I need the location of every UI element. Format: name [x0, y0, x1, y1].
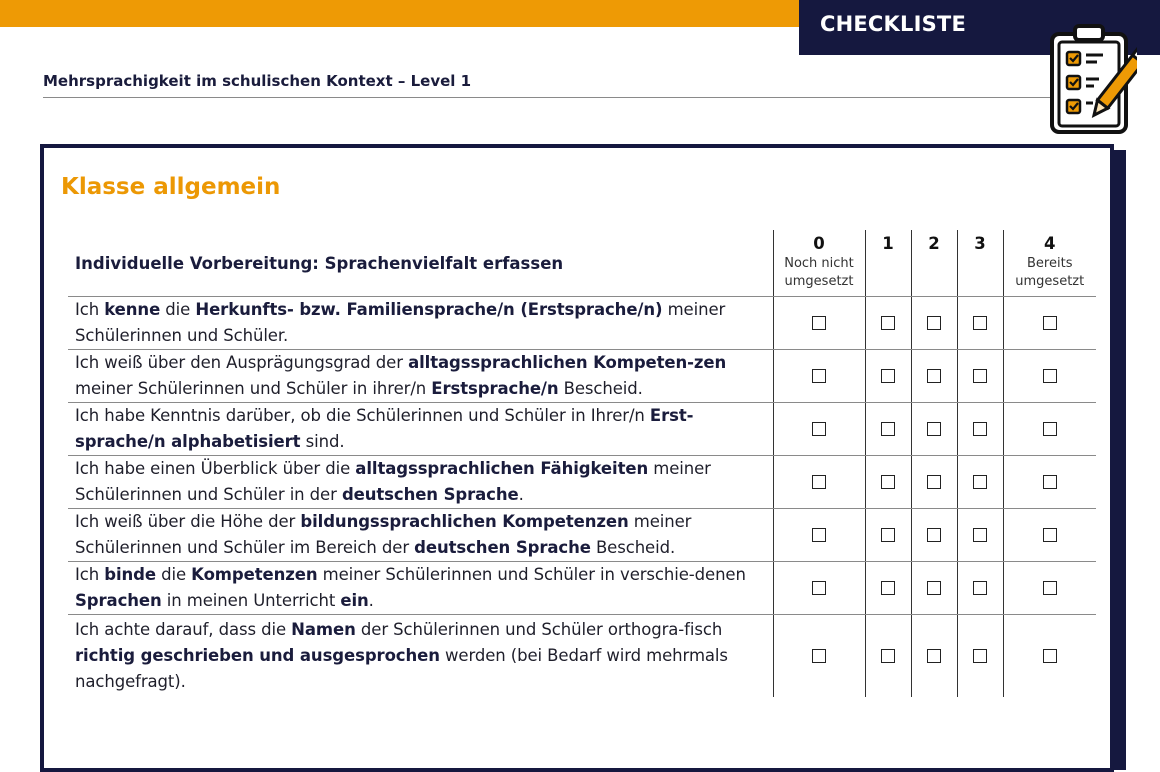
statement-text	[68, 562, 773, 615]
table-row	[68, 350, 1096, 403]
statement-segment: Ich	[75, 565, 105, 584]
statement-segment: meiner Schülerinnen und Schüler in der	[75, 459, 711, 504]
rating-cell-3	[957, 456, 1003, 509]
document-subtitle: Mehrsprachigkeit im schulischen Kontext – Level 1	[43, 72, 472, 90]
rating-checkbox-1[interactable]	[881, 316, 895, 330]
rating-cell-3	[957, 403, 1003, 456]
scale-header-2	[911, 230, 957, 297]
rating-cell-2	[911, 456, 957, 509]
rating-checkbox-0[interactable]	[812, 528, 826, 542]
rating-cell-0	[773, 403, 865, 456]
statement-segment: der Schülerinnen und Schüler orthogra-fisch	[355, 620, 723, 639]
statement-segment: Ich habe einen Überblick über die	[75, 459, 356, 478]
statement-emphasis: binde	[104, 565, 156, 584]
rating-checkbox-1[interactable]	[881, 528, 895, 542]
rating-cell-2	[911, 297, 957, 350]
checklist-table	[68, 230, 1096, 697]
rating-checkbox-2[interactable]	[927, 422, 941, 436]
rating-checkbox-3[interactable]	[973, 422, 987, 436]
rating-cell-0	[773, 350, 865, 403]
statement-text	[68, 615, 773, 698]
statement-segment: Ich weiß über die Höhe der	[75, 512, 301, 531]
checklist-card	[40, 144, 1114, 772]
clipboard-checklist-icon	[1047, 22, 1137, 138]
section-title: Klasse allgemein	[61, 174, 281, 200]
checklist-rows	[68, 297, 1096, 698]
statement-segment: meiner Schülerinnen und Schüler in ihrer/n	[75, 379, 432, 398]
statement-segment: Bescheid.	[558, 379, 643, 398]
rating-cell-4	[1003, 403, 1096, 456]
scale-header-4	[1003, 230, 1096, 297]
statement-segment: die	[155, 565, 192, 584]
rating-cell-2	[911, 403, 957, 456]
rating-checkbox-0[interactable]	[812, 316, 826, 330]
statement-segment: Ich habe Kenntnis darüber, ob die Schülerinnen und Schüler in Ihrer/n	[75, 406, 650, 425]
rating-checkbox-0[interactable]	[812, 581, 826, 595]
scale-value: 3	[974, 234, 986, 253]
checklist-tag-label: CHECKLISTE	[820, 12, 967, 36]
rating-cell-0	[773, 509, 865, 562]
rating-cell-2	[911, 350, 957, 403]
rating-cell-3	[957, 350, 1003, 403]
rating-cell-4	[1003, 297, 1096, 350]
statement-segment: .	[368, 591, 374, 610]
statement-text	[68, 456, 773, 509]
rating-checkbox-2[interactable]	[927, 475, 941, 489]
rating-checkbox-2[interactable]	[927, 649, 941, 663]
statement-emphasis: Erst-sprache/n alphabetisiert	[75, 406, 694, 451]
rating-cell-4	[1003, 562, 1096, 615]
rating-checkbox-1[interactable]	[881, 475, 895, 489]
rating-checkbox-2[interactable]	[927, 528, 941, 542]
statement-text	[68, 509, 773, 562]
statement-text	[68, 350, 773, 403]
rating-cell-1	[865, 562, 911, 615]
rating-cell-1	[865, 509, 911, 562]
rating-cell-1	[865, 456, 911, 509]
table-row	[68, 509, 1096, 562]
rating-cell-2	[911, 562, 957, 615]
table-header-row	[68, 230, 1096, 297]
statement-emphasis: deutschen Sprache	[414, 538, 591, 557]
rating-checkbox-3[interactable]	[973, 581, 987, 595]
scale-caption: Bereits umgesetzt	[1015, 256, 1085, 289]
scale-value: 0	[813, 234, 825, 253]
statement-emphasis: Namen	[291, 620, 356, 639]
statement-emphasis: Kompetenzen	[191, 565, 318, 584]
rating-checkbox-3[interactable]	[973, 649, 987, 663]
statement-segment: meiner Schülerinnen und Schüler.	[75, 300, 726, 345]
rating-cell-4	[1003, 509, 1096, 562]
statement-emphasis: alltagssprachlichen Fähigkeiten	[355, 459, 649, 478]
rating-checkbox-0[interactable]	[812, 649, 826, 663]
statement-segment: .	[518, 485, 524, 504]
statement-emphasis: bildungssprachlichen Kompetenzen	[300, 512, 629, 531]
statement-segment: meiner Schülerinnen und Schüler in verschie-denen	[317, 565, 746, 584]
scale-value: 1	[882, 234, 894, 253]
rating-checkbox-1[interactable]	[881, 649, 895, 663]
table-row	[68, 403, 1096, 456]
statement-segment: die	[160, 300, 196, 319]
rating-checkbox-4[interactable]	[1043, 422, 1057, 436]
statement-emphasis: Herkunfts- bzw. Familiensprache/n (Erstsprache/n)	[195, 300, 663, 319]
rating-cell-0	[773, 456, 865, 509]
rating-checkbox-2[interactable]	[927, 581, 941, 595]
rating-cell-1	[865, 615, 911, 698]
rating-checkbox-3[interactable]	[973, 528, 987, 542]
statement-emphasis: ein	[340, 591, 369, 610]
scale-header-3	[957, 230, 1003, 297]
rating-cell-3	[957, 509, 1003, 562]
rating-checkbox-4[interactable]	[1043, 649, 1057, 663]
rating-checkbox-3[interactable]	[973, 369, 987, 383]
statement-emphasis: Erstsprache/n	[431, 379, 559, 398]
rating-checkbox-1[interactable]	[881, 369, 895, 383]
rating-checkbox-4[interactable]	[1043, 316, 1057, 330]
rating-cell-2	[911, 509, 957, 562]
statement-text	[68, 403, 773, 456]
rating-cell-3	[957, 615, 1003, 698]
rating-checkbox-0[interactable]	[812, 475, 826, 489]
rating-cell-0	[773, 297, 865, 350]
rating-cell-0	[773, 615, 865, 698]
table-row	[68, 615, 1096, 698]
statement-segment: Ich achte darauf, dass die	[75, 620, 292, 639]
rating-cell-4	[1003, 350, 1096, 403]
statement-emphasis: Sprachen	[75, 591, 162, 610]
rating-cell-4	[1003, 615, 1096, 698]
rating-checkbox-3[interactable]	[973, 316, 987, 330]
scale-header-0	[773, 230, 865, 297]
rating-cell-4	[1003, 456, 1096, 509]
rating-cell-1	[865, 403, 911, 456]
subtitle-divider	[43, 97, 1055, 98]
rating-cell-3	[957, 297, 1003, 350]
statement-segment: sind.	[300, 432, 345, 451]
scale-caption: Noch nicht umgesetzt	[784, 256, 854, 289]
statement-segment: meiner Schülerinnen und Schüler im Bereich der	[75, 512, 692, 557]
rating-cell-0	[773, 562, 865, 615]
table-row	[68, 456, 1096, 509]
rating-checkbox-4[interactable]	[1043, 581, 1057, 595]
rating-checkbox-4[interactable]	[1043, 475, 1057, 489]
rating-checkbox-3[interactable]	[973, 475, 987, 489]
rating-cell-1	[865, 297, 911, 350]
rating-checkbox-4[interactable]	[1043, 369, 1057, 383]
scale-value: 4	[1044, 234, 1056, 253]
top-accent-bar	[0, 0, 800, 27]
statement-segment: Bescheid.	[590, 538, 676, 557]
statement-segment: werden (bei Bedarf wird mehrmals nachgefragt).	[75, 646, 728, 691]
statement-text	[68, 297, 773, 350]
rating-checkbox-2[interactable]	[927, 316, 941, 330]
table-row	[68, 562, 1096, 615]
statement-emphasis: richtig geschrieben und ausgesprochen	[75, 646, 440, 665]
rating-cell-1	[865, 350, 911, 403]
scale-value: 2	[928, 234, 940, 253]
statement-emphasis: deutschen Sprache	[341, 485, 519, 504]
scale-header-1	[865, 230, 911, 297]
table-header-title: Individuelle Vorbereitung: Sprachenvielfalt erfassen	[68, 230, 773, 297]
statement-emphasis: kenne	[104, 300, 161, 319]
statement-segment: in meinen Unterricht	[161, 591, 341, 610]
rating-checkbox-4[interactable]	[1043, 528, 1057, 542]
rating-checkbox-2[interactable]	[927, 369, 941, 383]
statement-segment: Ich weiß über den Ausprägungsgrad der	[75, 353, 409, 372]
statement-emphasis: alltagssprachlichen Kompeten-zen	[408, 353, 727, 372]
rating-checkbox-0[interactable]	[812, 422, 826, 436]
statement-segment: Ich	[75, 300, 105, 319]
rating-checkbox-0[interactable]	[812, 369, 826, 383]
rating-cell-2	[911, 615, 957, 698]
rating-cell-3	[957, 562, 1003, 615]
rating-checkbox-1[interactable]	[881, 581, 895, 595]
rating-checkbox-1[interactable]	[881, 422, 895, 436]
table-row	[68, 297, 1096, 350]
